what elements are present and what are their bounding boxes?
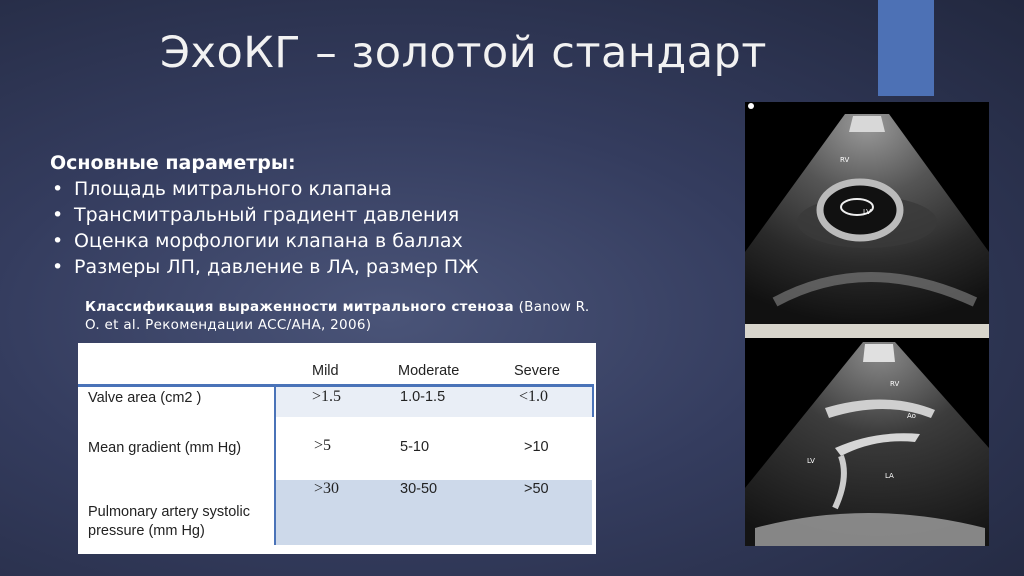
cell-pressure-severe: >50 xyxy=(524,481,549,497)
table-caption xyxy=(85,298,605,334)
cell-valve-area-mild: >1.5 xyxy=(312,388,342,405)
echo-short-axis-graphic xyxy=(745,102,989,324)
cell-gradient-moderate: 5-10 xyxy=(400,439,430,455)
echo-label-ao: Ao xyxy=(907,412,916,420)
parameter-item: • Оценка морфологии клапана в баллах xyxy=(50,228,479,254)
parameters-list xyxy=(50,176,479,280)
table-right-border xyxy=(592,387,594,417)
slide-title: ЭхоКГ – золотой стандарт xyxy=(160,28,767,78)
parameter-item: • Размеры ЛП, давление в ЛА, размер ПЖ xyxy=(50,254,479,280)
echo-long-axis-image xyxy=(745,338,989,546)
echo-separator xyxy=(745,324,989,338)
echo-long-axis-graphic xyxy=(745,338,989,546)
table-header-divider xyxy=(78,384,594,387)
echo-label-rv: RV xyxy=(840,156,850,164)
parameters-heading: Основные параметры: xyxy=(50,152,296,174)
stenosis-classification-table xyxy=(78,343,596,554)
parameter-item: • Площадь митрального клапана xyxy=(50,176,479,202)
header-mild: Mild xyxy=(312,363,339,379)
parameter-item: • Трансмитральный градиент давления xyxy=(50,202,479,228)
parameters-block xyxy=(50,150,479,280)
cell-gradient-mild: >5 xyxy=(314,437,332,454)
table-header xyxy=(78,343,596,384)
row-label-mean-gradient: Mean gradient (mm Hg) xyxy=(88,440,242,456)
echo-label-lv: LV xyxy=(863,208,871,216)
header-moderate: Moderate xyxy=(398,363,460,379)
echo-short-axis-image xyxy=(745,102,989,324)
header-severe: Severe xyxy=(514,363,560,379)
caption-title: Классификация выраженности митрального стеноза xyxy=(85,299,514,315)
cell-valve-area-moderate: 1.0-1.5 xyxy=(400,389,446,405)
cell-gradient-severe: >10 xyxy=(524,439,549,455)
accent-bar xyxy=(878,0,934,96)
row-label-valve-area: Valve area (cm2 ) xyxy=(88,390,202,406)
cell-pressure-mild: >30 xyxy=(314,480,340,497)
table-column-divider xyxy=(274,387,276,545)
echo-label-rv2: RV xyxy=(890,380,900,388)
echo-label-la: LA xyxy=(885,472,894,480)
echo-label-lv2: LV xyxy=(807,457,815,465)
row-label-pa-pressure: Pulmonary artery systolic pressure (mm Hg) xyxy=(88,504,250,539)
cell-pressure-moderate: 30-50 xyxy=(400,481,438,497)
caption-source: (Banow R. O. et al. Рекомендации ACC/AHA, 2006) xyxy=(85,299,590,333)
cell-valve-area-severe: <1.0 xyxy=(519,388,549,405)
